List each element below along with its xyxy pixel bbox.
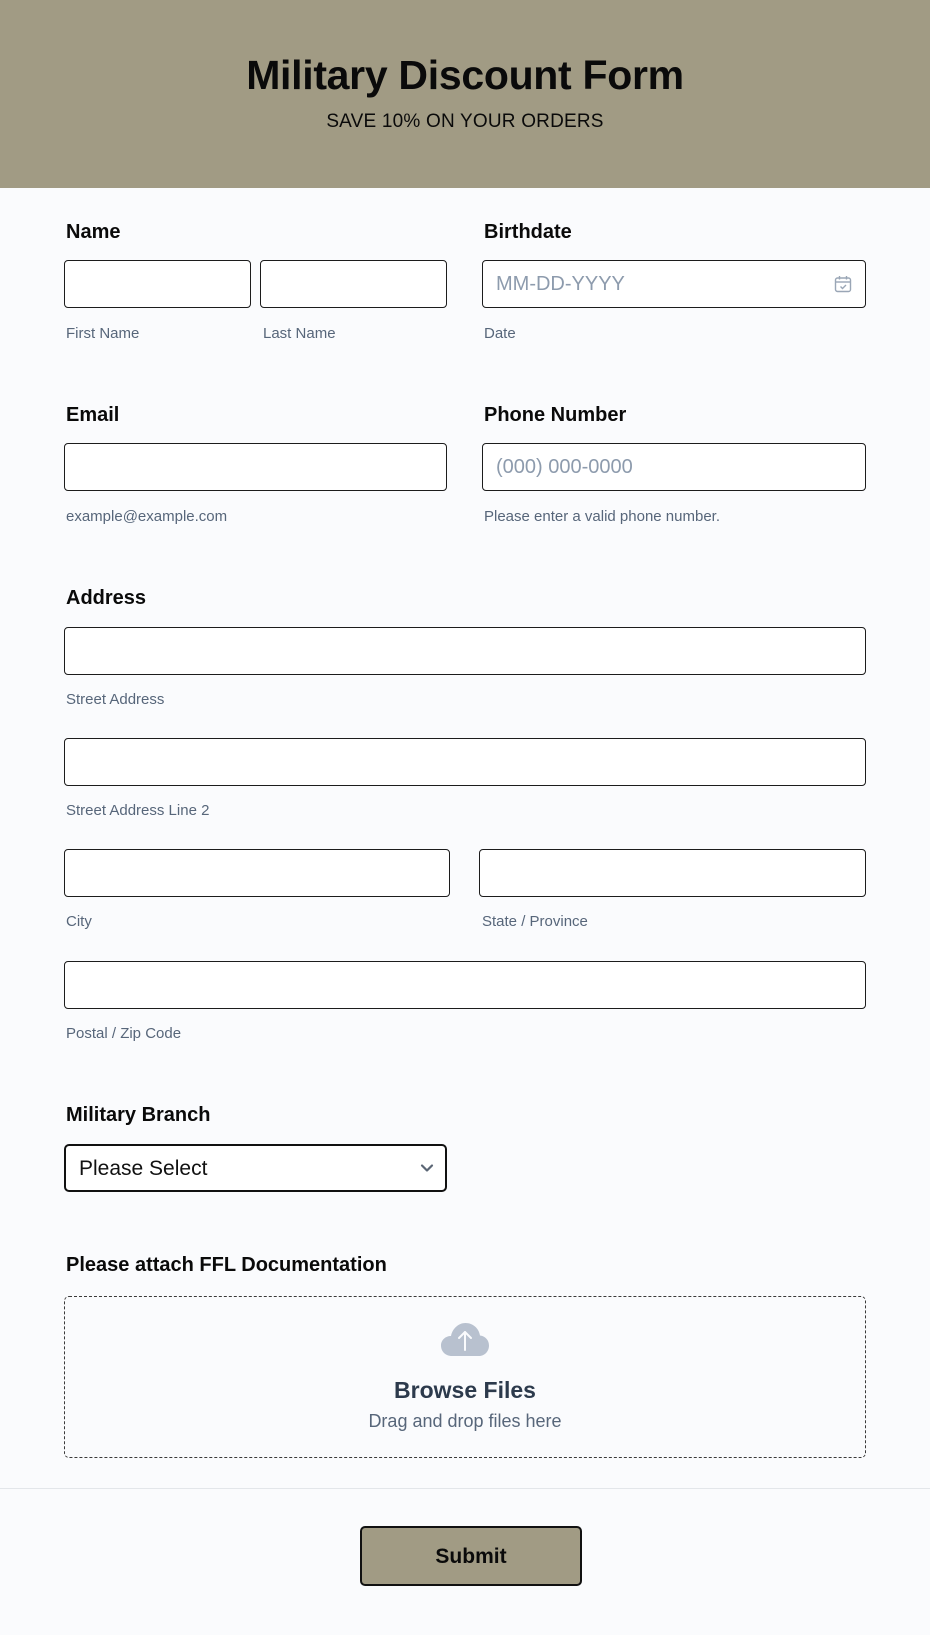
zip-code-input[interactable] [64, 961, 866, 1009]
military-branch-selected: Please Select [79, 1157, 208, 1180]
name-label: Name [66, 221, 121, 243]
birthdate-input[interactable] [482, 260, 866, 308]
last-name-sublabel: Last Name [263, 325, 336, 342]
military-branch-select[interactable] [64, 1144, 447, 1192]
email-label: Email [66, 404, 120, 426]
email-sublabel: example@example.com [66, 508, 228, 525]
city-input[interactable] [64, 849, 450, 897]
military-branch-label: Military Branch [66, 1104, 211, 1126]
first-name-sublabel: First Name [66, 325, 140, 342]
browse-files-button[interactable]: Browse Files [394, 1377, 536, 1403]
upload-label: Please attach FFL Documentation [66, 1254, 387, 1276]
address-label: Address [66, 587, 147, 609]
calendar-icon[interactable] [833, 274, 853, 299]
first-name-input[interactable] [64, 260, 251, 308]
city-sublabel: City [66, 913, 92, 930]
birthdate-placeholder: MM-DD-YYYY [496, 273, 625, 295]
submit-button[interactable]: Submit [360, 1526, 582, 1586]
email-input[interactable] [64, 443, 447, 491]
street-address-input[interactable] [64, 627, 866, 675]
footer-divider [0, 1488, 930, 1489]
chevron-down-icon [419, 1160, 435, 1181]
zip-code-sublabel: Postal / Zip Code [66, 1025, 182, 1042]
form-title: Military Discount Form [246, 52, 684, 98]
phone-label: Phone Number [484, 404, 627, 426]
state-sublabel: State / Province [482, 913, 588, 930]
state-input[interactable] [479, 849, 866, 897]
phone-placeholder: (000) 000-0000 [496, 456, 633, 478]
cloud-upload-icon [440, 1322, 490, 1363]
street-address-line2-sublabel: Street Address Line 2 [66, 802, 210, 819]
drag-drop-hint: Drag and drop files here [368, 1411, 562, 1431]
phone-sublabel: Please enter a valid phone number. [484, 508, 720, 525]
last-name-input[interactable] [260, 260, 447, 308]
phone-input[interactable] [482, 443, 866, 491]
file-upload-dropzone[interactable] [64, 1296, 866, 1458]
form-subtitle: SAVE 10% ON YOUR ORDERS [326, 111, 604, 132]
birthdate-sublabel: Date [484, 325, 516, 342]
street-address-line2-input[interactable] [64, 738, 866, 786]
birthdate-label: Birthdate [484, 221, 572, 243]
street-address-sublabel: Street Address [66, 691, 165, 708]
form-header [0, 0, 930, 188]
